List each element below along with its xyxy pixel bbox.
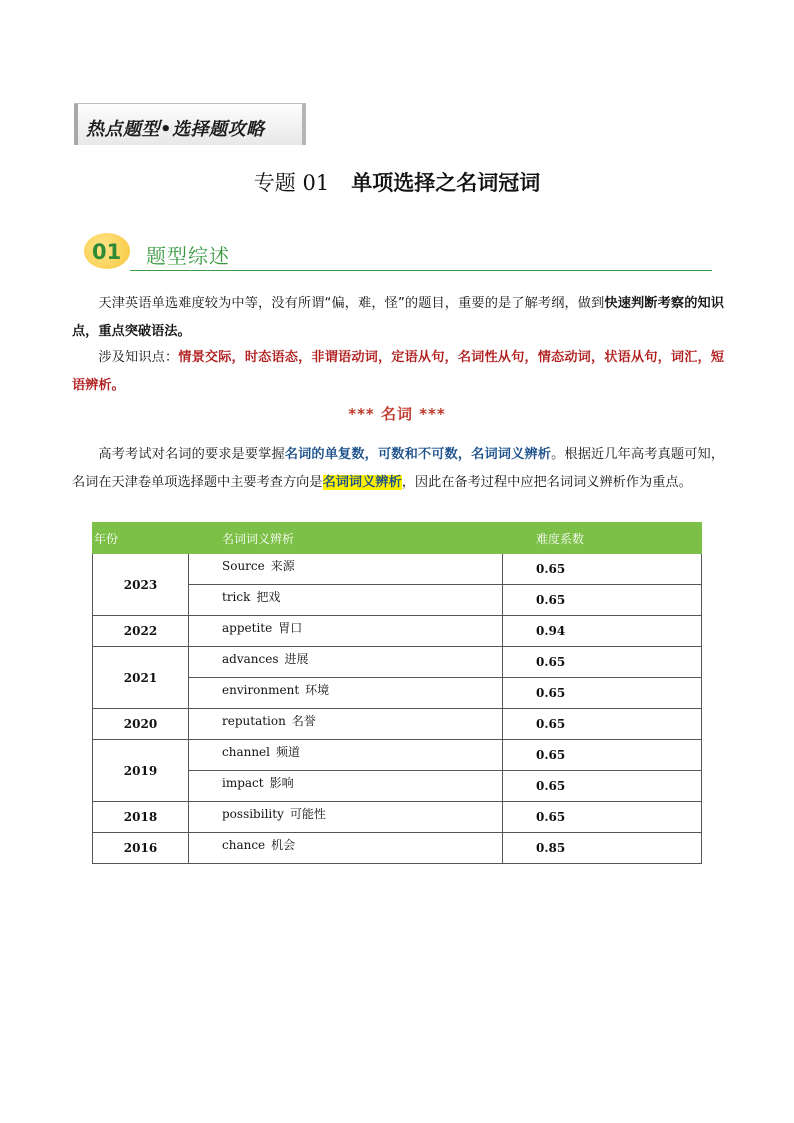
term-cell	[189, 554, 503, 585]
knowledge-points-paragraph	[72, 344, 724, 400]
term-zh: 频道	[276, 745, 301, 759]
intro-text: 天津英语单选难度较为中等，没有所谓“偏，难，怪”的题目，重要的是了解考纲，做到	[98, 296, 605, 311]
table-row	[93, 554, 702, 585]
table-row	[93, 647, 702, 678]
year-cell: 2021	[93, 647, 189, 709]
year-cell: 2020	[93, 709, 189, 740]
table-row	[93, 740, 702, 771]
knowledge-lead: 涉及知识点：	[98, 350, 179, 365]
term-cell	[189, 585, 503, 616]
term-cell	[189, 833, 503, 864]
difficulty-cell: 0.65	[503, 678, 702, 709]
term-cell	[189, 647, 503, 678]
term-en: chance	[222, 838, 266, 852]
term-zh: 影响	[269, 776, 294, 790]
noun-text-a: 高考考试对名词的要求是要掌握	[98, 447, 285, 462]
noun-table	[92, 522, 702, 864]
noun-text-c: 。根据近几年高考真题可知，名词在天津卷单项选择题中主要考查方向是	[72, 447, 725, 490]
term-cell	[189, 740, 503, 771]
noun-text-e: ，因此在备考过程中应把名词词义辨析作为重点。	[401, 475, 692, 490]
term-en: environment	[222, 683, 300, 697]
difficulty-cell: 0.65	[503, 647, 702, 678]
title-text: 单项选择之名词冠词	[351, 171, 541, 195]
term-en: Source	[222, 559, 265, 573]
term-en: appetite	[222, 621, 273, 635]
term-zh: 可能性	[289, 807, 326, 821]
section-divider	[130, 270, 712, 271]
difficulty-cell: 0.94	[503, 616, 702, 647]
term-zh: 机会	[271, 838, 296, 852]
difficulty-cell: 0.65	[503, 709, 702, 740]
table-row	[93, 802, 702, 833]
section-title: 题型综述	[146, 244, 230, 268]
header-difficulty: 难度系数	[503, 523, 702, 554]
term-zh: 来源	[270, 559, 295, 573]
difficulty-cell: 0.65	[503, 740, 702, 771]
term-zh: 进展	[284, 652, 309, 666]
year-cell: 2022	[93, 616, 189, 647]
term-cell	[189, 709, 503, 740]
year-cell: 2023	[93, 554, 189, 616]
difficulty-cell: 0.85	[503, 833, 702, 864]
difficulty-cell: 0.65	[503, 554, 702, 585]
intro-key-text: 快速判断考察的知识点，重点突破语法。	[72, 296, 724, 339]
term-zh: 名誉	[291, 714, 316, 728]
table-header-row	[93, 523, 702, 554]
term-cell	[189, 678, 503, 709]
term-en: trick	[222, 590, 251, 604]
difficulty-cell: 0.65	[503, 802, 702, 833]
table-row	[93, 833, 702, 864]
table-row	[93, 709, 702, 740]
term-en: reputation	[222, 714, 286, 728]
noun-heading: *** 名词 ***	[348, 405, 446, 423]
term-en: advances	[222, 652, 279, 666]
topic-banner	[74, 103, 306, 145]
banner-label: 热点题型•选择题攻略	[86, 119, 265, 140]
header-term: 名词词义辨析	[189, 523, 503, 554]
year-cell: 2019	[93, 740, 189, 802]
year-cell: 2018	[93, 802, 189, 833]
term-cell	[189, 771, 503, 802]
term-zh: 胃口	[278, 621, 303, 635]
term-cell	[189, 616, 503, 647]
difficulty-cell: 0.65	[503, 585, 702, 616]
term-cell	[189, 802, 503, 833]
noun-paragraph	[72, 441, 724, 497]
term-zh: 把戏	[256, 590, 281, 604]
term-en: possibility	[222, 807, 284, 821]
term-en: channel	[222, 745, 270, 759]
title-number: 专题 01	[253, 171, 330, 195]
term-en: impact	[222, 776, 264, 790]
page-title	[0, 167, 794, 197]
noun-highlight: 名词词义辨析	[322, 475, 402, 490]
term-zh: 环境	[305, 683, 330, 697]
difficulty-cell: 0.65	[503, 771, 702, 802]
year-cell: 2016	[93, 833, 189, 864]
header-year: 年份	[93, 523, 189, 554]
knowledge-points: 情景交际，时态语态，非谓语动词，定语从句，名词性从句，情态动词，状语从句，词汇，短语辨析。	[72, 350, 725, 393]
table-row	[93, 616, 702, 647]
intro-paragraph	[72, 290, 724, 346]
noun-key-points: 名词的单复数，可数和不可数，名词词义辨析	[284, 447, 552, 462]
section-number: 01	[92, 240, 122, 264]
